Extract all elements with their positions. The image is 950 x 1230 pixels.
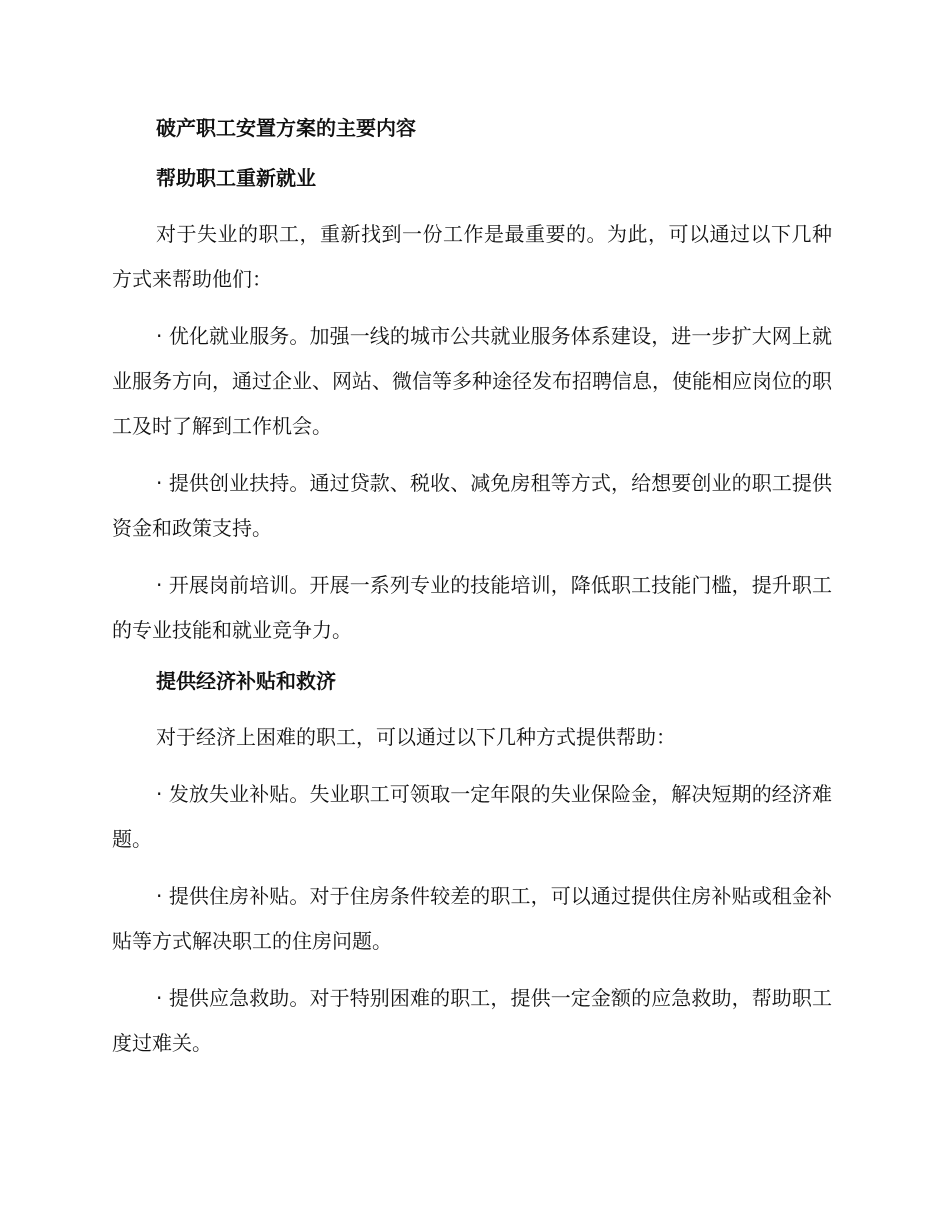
section-heading-reemployment: 帮助职工重新就业 bbox=[156, 166, 316, 190]
document-title: 破产职工安置方案的主要内容 bbox=[156, 116, 416, 140]
list-item-housing-subsidy: · 提供住房补贴。对于住房条件较差的职工，可以通过提供住房补贴或租金补贴等方式解决职工的住房问题。 bbox=[112, 884, 832, 953]
list-item-emergency-relief: · 提供应急救助。对于特别困难的职工，提供一定金额的应急救助，帮助职工度过难关。 bbox=[112, 986, 832, 1055]
section-intro-reemployment: 对于失业的职工，重新找到一份工作是最重要的。为此，可以通过以下几种方式来帮助他们： bbox=[112, 222, 832, 291]
section-intro-subsidy: 对于经济上困难的职工，可以通过以下几种方式提供帮助： bbox=[156, 725, 676, 749]
document-page bbox=[112, 112, 832, 1078]
list-item-employment-service: · 优化就业服务。加强一线的城市公共就业服务体系建设，进一步扩大网上就业服务方向，通过企业、网站、微信等多种途径发布招聘信息，使能相应岗位的职工及时了解到工作机会。 bbox=[112, 324, 832, 438]
section-heading-subsidy: 提供经济补贴和救济 bbox=[156, 669, 336, 693]
list-item-unemployment-subsidy: · 发放失业补贴。失业职工可领取一定年限的失业保险金，解决短期的经济难题。 bbox=[112, 782, 832, 851]
list-item-job-training: · 开展岗前培训。开展一系列专业的技能培训，降低职工技能门槛，提升职工的专业技能和就业竞争力。 bbox=[112, 573, 832, 642]
list-item-startup-support: · 提供创业扶持。通过贷款、税收、减免房租等方式，给想要创业的职工提供资金和政策支持。 bbox=[112, 471, 832, 540]
